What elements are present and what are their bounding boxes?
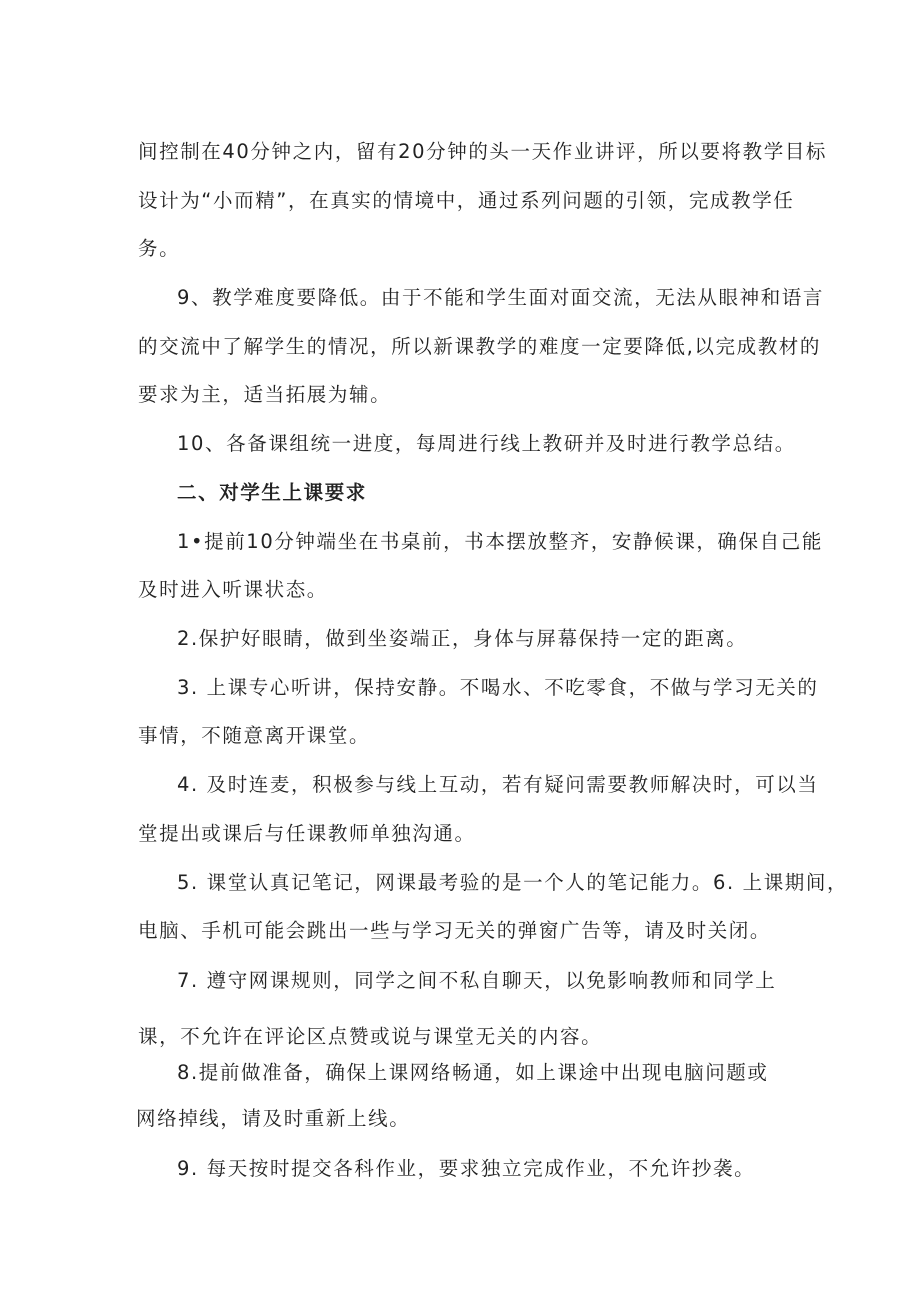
paragraph-line: 9. 每天按时提交各科作业，要求独立完成作业，不允许抄袭。 xyxy=(177,1156,756,1180)
paragraph-line: 的交流中了解学生的情况，所以新课教学的难度一定要降低,以完成教材的 xyxy=(138,334,821,358)
paragraph-line: 及时进入听课状态。 xyxy=(138,577,328,601)
paragraph-line: 10、各备课组统一进度，每周进行线上教研并及时进行教学总结。 xyxy=(177,431,796,455)
paragraph-line: 1•提前10分钟端坐在书桌前，书本摆放整齐，安静候课，确保自己能 xyxy=(177,529,823,553)
paragraph-line: 9、教学难度要降低。由于不能和学生面对面交流，无法从眼神和语言 xyxy=(177,285,825,309)
section-heading: 二、对学生上课要求 xyxy=(177,480,367,504)
paragraph-line: 事情，不随意离开课堂。 xyxy=(138,723,371,747)
paragraph-line: 3. 上课专心听讲，保持安静。不喝水、不吃零食，不做与学习无关的 xyxy=(177,675,819,699)
paragraph-line: 5. 课堂认真记笔记，网课最考验的是一个人的笔记能力。6. 上课期间， xyxy=(177,870,849,894)
paragraph-line: 电脑、手机可能会跳出一些与学习无关的弹窗广告等，请及时关闭。 xyxy=(138,918,772,942)
paragraph-line: 课，不允许在评论区点赞或说与课堂无关的内容。 xyxy=(138,1024,603,1048)
paragraph-line: 务。 xyxy=(138,236,181,260)
paragraph-line: 7. 遵守网课规则，同学之间不私自聊天，以免影响教师和同学上 xyxy=(177,968,777,992)
paragraph-line: 4. 及时连麦，积极参与线上互动，若有疑问需要教师解决时，可以当 xyxy=(177,772,819,796)
paragraph-line: 设计为“小而精”，在真实的情境中，通过系列问题的引领，完成教学任 xyxy=(138,188,795,212)
paragraph-line: 间控制在40分钟之内，留有20分钟的头一天作业讲评，所以要将教学目标 xyxy=(138,139,828,163)
paragraph-line: 8.提前做准备，确保上课网络畅通，如上课途中出现电脑问题或 xyxy=(177,1060,769,1084)
paragraph-line: 堂提出或课后与任课教师单独沟通。 xyxy=(138,821,476,845)
paragraph-line: 要求为主，适当拓展为辅。 xyxy=(138,382,392,406)
paragraph-line: 网络掉线，请及时重新上线。 xyxy=(136,1106,411,1130)
paragraph-line: 2.保护好眼睛，做到坐姿端正，身体与屏幕保持一定的距离。 xyxy=(177,626,748,650)
